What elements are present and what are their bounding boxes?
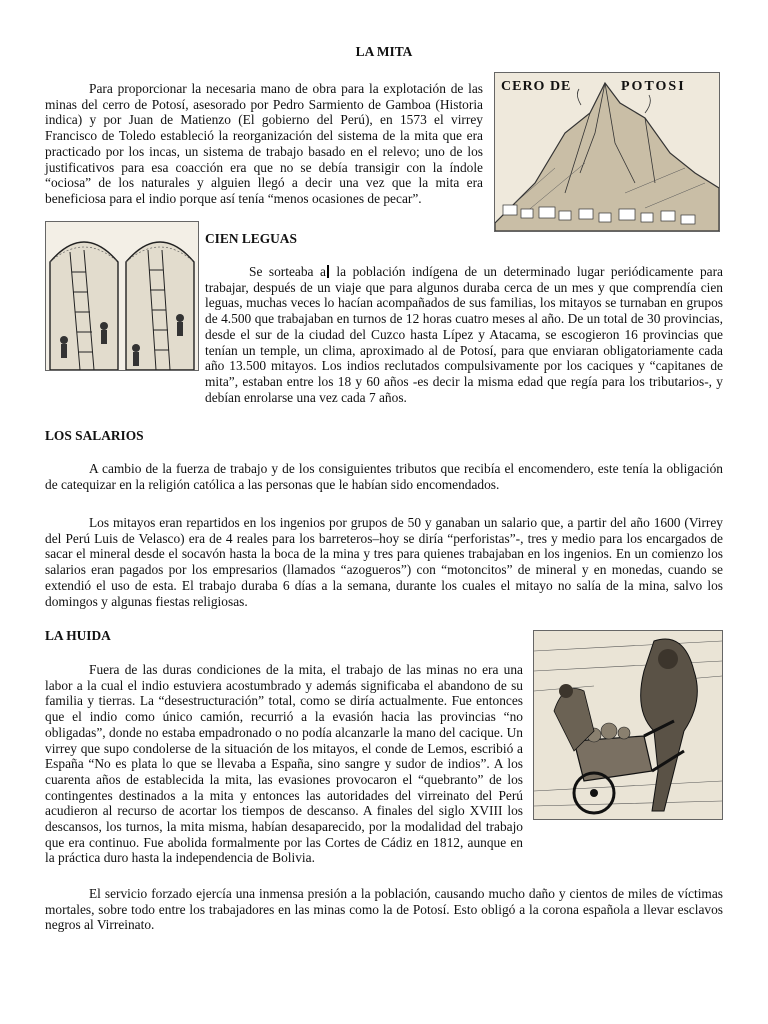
section-heading-la-huida: LA HUIDA bbox=[45, 628, 111, 643]
miner-wheelbarrow-drawing bbox=[534, 631, 722, 819]
section-heading-los-salarios: LOS SALARIOS bbox=[45, 428, 144, 443]
engraving-caption-left: CERO DE bbox=[501, 79, 572, 94]
huida-paragraph-2: El servicio forzado ejercía una inmensa presión a la población, causando mucho daño y cientos de miles de víctimas mortales, sobre todo entre los trabajadores en las minas como la de Potosí. Esto obligó a la corona española a llevar esclavos negros al Virreinato. bbox=[45, 886, 723, 933]
intro-paragraph: Para proporcionar la necesaria mano de obra para la explotación de las minas del cerro de Potosí, asesorado por Pedro Sarmiento de Gamboa (Historia indica) y por Juan de Matienzo (El gobierno del Perú), en 1573 el virrey Francisco de Toledo estableció la reorganización del sistema de la mita que era practicado por los incas, un sistema de trabajo basado en el relevo; uno de los justificativos para esa coacción era que no se debía transigir con la índole “ociosa” de los naturales y alguien llegó a decir una vez que la mita era beneficiosa para el indio porque así tenía “menos ocasiones de pecar”. bbox=[45, 81, 483, 206]
cien-leguas-text-rest: la población indígena de un determinado lugar periódicamente para trabajar, después de un viaje que para algunos duraba cerca de un mes y que comprendía cien leguas, muchas veces lo hacían acompañados de sus familias, los mitayos se turnaban en grupos de 4.500 que trabajaban en turnos de 12 horas cuatro meses al año. De un total de 30 provincias, desde el sur de la ciudad del Cuzco hasta Lípez y Atacama, se escogieron 16 provincias que tenían un temple, un clima, aproximado al de Potosí, para que enviaran obligatoriamente cada año 13.500 mitayos. Los indios reclutados compulsivamente por los caciques y “capitanes de mita”, estaban entre los 18 y 60 años -es decir la misma edad que regía para los tributarios-, y debían enrolarse una vez cada 7 años. bbox=[205, 264, 723, 405]
section-heading-cien-leguas: CIEN LEGUAS bbox=[205, 231, 297, 246]
mine-tunnels-drawing-image bbox=[45, 221, 199, 371]
text-cursor bbox=[327, 265, 329, 278]
potosi-engraving-image bbox=[494, 72, 720, 232]
potosi-mountain-drawing bbox=[495, 73, 719, 231]
cien-leguas-text-start: Se sorteaba a bbox=[249, 264, 326, 279]
mine-tunnels-drawing bbox=[46, 222, 198, 370]
page-title: LA MITA bbox=[355, 44, 413, 59]
huida-paragraph-1: Fuera de las duras condiciones de la mita, el trabajo de las minas no era una labor a la cual el indio estuviera acostumbrado y además significaba el abandono de su familia y tierras. La “desestructuración” total, como se diría actualmente. Fue entonces que el indio como único camión, recurrió a la evasión hacia las provincias “no obligadas”, donde no estaba empadronado o no podía alcanzarle la mano del cacique. Un virrey que supo condolerse de la situación de los mitayos, el conde de Lemos, escribió a España “No es plata lo que se llevaba a España, sino sangre y sudor de indios”. A los cuarenta años de establecida la mita, las evasiones provocaron el “quebranto” de los contingentes destinados a la mita y entonces las autoridades del virreinato del Perú acudieron al recurso de acortar los tiempos de descanso. A finales del siglo XVIII los descansos, los turnos, la mita misma, habían desaparecido, por la modalidad del trabajo que era continuo. Fue abolida formalmente por las Cortes de Cádiz en 1812, aunque en la práctica duro hasta la independencia de Bolivia. bbox=[45, 662, 523, 866]
salarios-paragraph-1: A cambio de la fuerza de trabajo y de los consiguientes tributos que recibía el encomendero, este tenía la obligación de catequizar en la religión católica a las personas que le habían sido encomendados. bbox=[45, 461, 723, 492]
cien-leguas-paragraph bbox=[205, 264, 723, 405]
salarios-paragraph-2: Los mitayos eran repartidos en los ingenios por grupos de 50 y ganaban un salario que, a partir del año 1600 (Virrey del Perú Luis de Velasco) era de 4 reales para los barreteros–hoy se diría “perforistas”-, tres y medio para los encargados de sacar el mineral desde el socavón hasta la boca de la mina y tres para quienes trabajaban en los ingenios. En un comienzo los salarios eran pagados por los empresarios (llamados “azogueros”) con “motoncitos” de mineral y en monedas, cuando se extendió el uso de esta. El trabajo duraba 6 días a la semana, durante los cuales el mitayo no salía de la mina, salvo los domingos y algunas fiestas religiosas. bbox=[45, 515, 723, 609]
miner-wheelbarrow-image bbox=[533, 630, 723, 820]
engraving-caption-right: POTOSI bbox=[621, 79, 686, 94]
